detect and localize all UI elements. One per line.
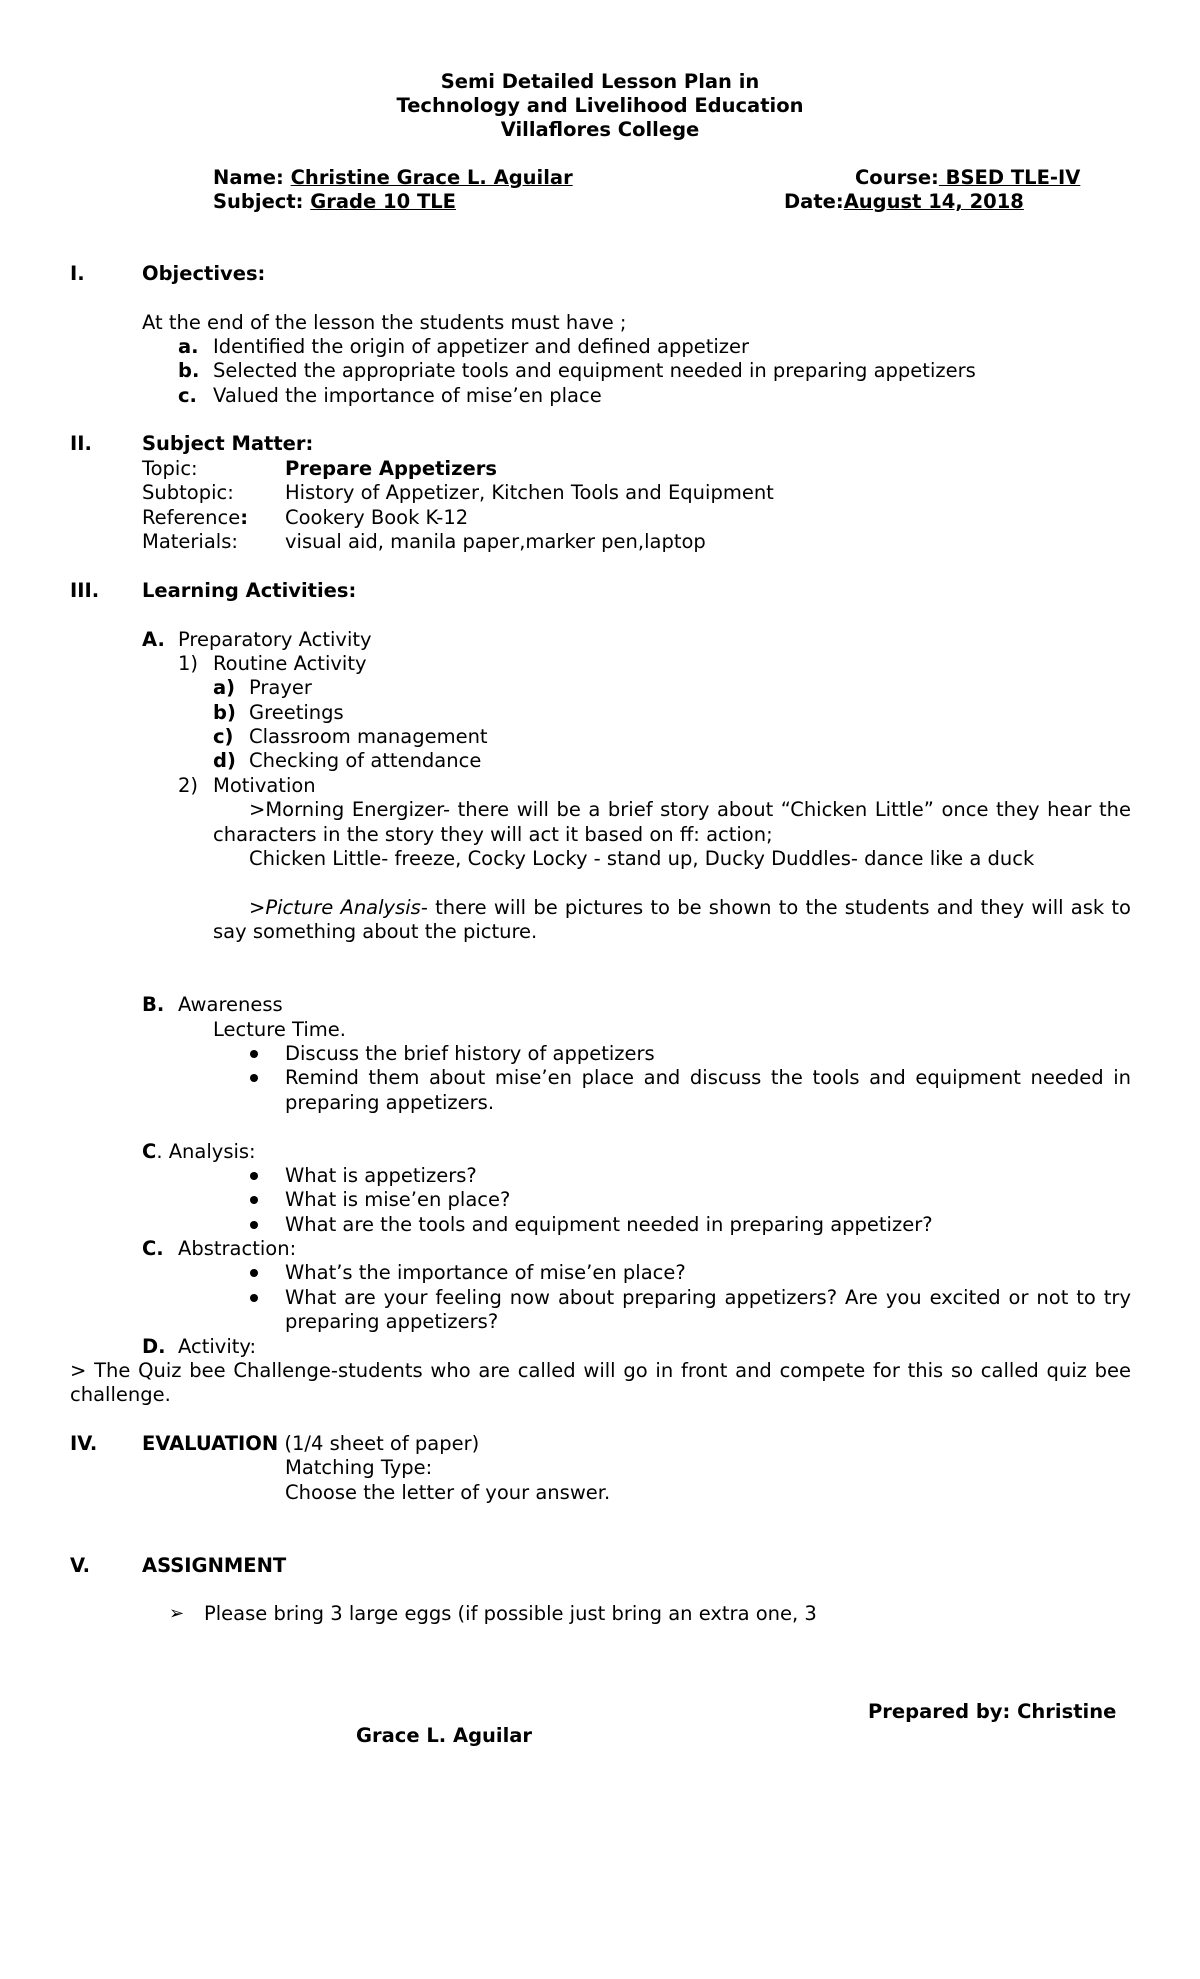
name-label: Name: bbox=[213, 166, 291, 189]
activity-line-2: challenge. bbox=[70, 1383, 171, 1406]
section-c-label: . Analysis: bbox=[156, 1140, 256, 1163]
arrow-bullet-icon: ➢ bbox=[169, 1603, 185, 1624]
analysis-bullet-3: What are the tools and equipment needed in preparing appetizer? bbox=[285, 1213, 933, 1236]
date-value: August 14, 2018 bbox=[843, 190, 1024, 213]
objectives-numeral: I. bbox=[70, 262, 85, 285]
bullet-dot bbox=[250, 1269, 258, 1277]
section-c2-label: Abstraction: bbox=[178, 1237, 297, 1260]
routine-marker-c: c) bbox=[213, 725, 234, 748]
course-value: BSED TLE-IV bbox=[938, 166, 1081, 189]
objectives-heading: Objectives: bbox=[142, 262, 266, 285]
routine-item-greetings: Greetings bbox=[249, 701, 344, 724]
abstraction-bullet-2: What are your feeling now about preparing appetizers? Are you excited or not to try bbox=[285, 1286, 1131, 1309]
evaluation-line bbox=[142, 1432, 479, 1456]
title-line-1: Semi Detailed Lesson Plan in bbox=[440, 70, 760, 93]
section-b-label: Awareness bbox=[178, 993, 283, 1016]
evaluation-heading: EVALUATION bbox=[142, 1432, 279, 1455]
awareness-bullet-2: Remind them about mise’en place and discuss the tools and equipment needed in bbox=[285, 1066, 1131, 1089]
picture-analysis-line-2: say something about the picture. bbox=[213, 920, 538, 943]
motivation-marker: 2) bbox=[178, 774, 199, 797]
picture-analysis-term: Picture Analysis bbox=[265, 896, 421, 919]
learning-activities-numeral: III. bbox=[70, 579, 100, 602]
subject-line bbox=[213, 190, 456, 214]
learning-activities-heading: Learning Activities: bbox=[142, 579, 357, 602]
awareness-bullet-2-cont: preparing appetizers. bbox=[285, 1091, 495, 1114]
motivation-label: Motivation bbox=[213, 774, 316, 797]
section-a-label: Preparatory Activity bbox=[178, 628, 372, 651]
picture-analysis-line-1 bbox=[249, 896, 1131, 920]
evaluation-instruction: Choose the letter of your answer. bbox=[285, 1481, 611, 1504]
section-c-marker: C bbox=[142, 1140, 157, 1163]
reference-value: Cookery Book K-12 bbox=[285, 506, 469, 529]
objective-item-b: Selected the appropriate tools and equipment needed in preparing appetizers bbox=[213, 359, 976, 382]
name-line bbox=[213, 166, 573, 190]
evaluation-numeral: IV. bbox=[70, 1432, 98, 1455]
awareness-bullet-1: Discuss the brief history of appetizers bbox=[285, 1042, 655, 1065]
objective-item-c: Valued the importance of mise’en place bbox=[213, 384, 602, 407]
routine-marker-d: d) bbox=[213, 749, 236, 772]
topic-label: Topic: bbox=[142, 457, 198, 480]
bullet-dot bbox=[250, 1221, 258, 1229]
reference-label-text: Reference bbox=[142, 506, 241, 529]
objective-marker-c: c. bbox=[178, 384, 197, 407]
section-a-marker: A. bbox=[142, 628, 165, 651]
section-d-label: Activity: bbox=[178, 1335, 257, 1358]
picture-analysis-prefix: > bbox=[249, 896, 266, 919]
subject-label: Subject: bbox=[213, 190, 311, 213]
routine-label: Routine Activity bbox=[213, 652, 367, 675]
bullet-dot bbox=[250, 1050, 258, 1058]
prepared-by-name-cont: Grace L. Aguilar bbox=[356, 1724, 533, 1747]
energizer-line-3: Chicken Little- freeze, Cocky Locky - stand up, Ducky Duddles- dance like a duck bbox=[249, 847, 1035, 870]
routine-marker-a: a) bbox=[213, 676, 236, 699]
objectives-intro: At the end of the lesson the students must have ; bbox=[142, 311, 627, 334]
routine-item-classroom: Classroom management bbox=[249, 725, 488, 748]
bullet-dot bbox=[250, 1196, 258, 1204]
assignment-heading: ASSIGNMENT bbox=[142, 1554, 287, 1577]
evaluation-matching-type: Matching Type: bbox=[285, 1456, 433, 1479]
date-line bbox=[784, 190, 1024, 214]
objective-item-a: Identified the origin of appetizer and defined appetizer bbox=[213, 335, 750, 358]
analysis-bullet-1: What is appetizers? bbox=[285, 1164, 477, 1187]
abstraction-bullet-1: What’s the importance of mise’en place? bbox=[285, 1261, 686, 1284]
assignment-numeral: V. bbox=[70, 1554, 90, 1577]
bullet-dot bbox=[250, 1294, 258, 1302]
materials-label: Materials: bbox=[142, 530, 238, 553]
materials-value: visual aid, manila paper,marker pen,laptop bbox=[285, 530, 706, 553]
subject-value: Grade 10 TLE bbox=[310, 190, 456, 213]
bullet-dot bbox=[250, 1074, 258, 1082]
assignment-item: Please bring 3 large eggs (if possible just bring an extra one, 3 bbox=[204, 1602, 817, 1625]
course-line bbox=[855, 166, 1080, 190]
reference-label bbox=[142, 506, 248, 530]
routine-marker-b: b) bbox=[213, 701, 236, 724]
objective-marker-a: a. bbox=[178, 335, 199, 358]
routine-item-attendance: Checking of attendance bbox=[249, 749, 482, 772]
reference-label-colon: : bbox=[240, 506, 249, 529]
evaluation-note: (1/4 sheet of paper) bbox=[278, 1432, 480, 1455]
section-d-marker: D. bbox=[142, 1335, 166, 1358]
section-b-marker: B. bbox=[142, 993, 165, 1016]
title-line-2: Technology and Livelihood Education bbox=[396, 94, 804, 117]
energizer-line-1: >Morning Energizer- there will be a brief story about “Chicken Little” once they hear the bbox=[249, 798, 1131, 821]
subtopic-value: History of Appetizer, Kitchen Tools and Equipment bbox=[285, 481, 774, 504]
picture-analysis-rest: - there will be pictures to be shown to the students and they will ask to bbox=[420, 896, 1131, 919]
activity-line-1: > The Quiz bee Challenge-students who are called will go in front and compete for this so called quiz bee bbox=[70, 1359, 1131, 1382]
date-label: Date: bbox=[784, 190, 844, 213]
lecture-time: Lecture Time. bbox=[213, 1018, 346, 1041]
section-c2-marker: C. bbox=[142, 1237, 164, 1260]
prepared-by: Prepared by: Christine bbox=[868, 1700, 1117, 1723]
name-value: Christine Grace L. Aguilar bbox=[290, 166, 573, 189]
routine-marker: 1) bbox=[178, 652, 199, 675]
subject-matter-numeral: II. bbox=[70, 432, 92, 455]
routine-item-prayer: Prayer bbox=[249, 676, 312, 699]
bullet-dot bbox=[250, 1172, 258, 1180]
title-line-3: Villaflores College bbox=[500, 118, 700, 141]
subject-matter-heading: Subject Matter: bbox=[142, 432, 314, 455]
topic-value: Prepare Appetizers bbox=[285, 457, 497, 480]
course-label: Course: bbox=[855, 166, 939, 189]
section-c-analysis bbox=[142, 1140, 256, 1164]
energizer-line-2: characters in the story they will act it based on ff: action; bbox=[213, 823, 773, 846]
analysis-bullet-2: What is mise’en place? bbox=[285, 1188, 511, 1211]
objective-marker-b: b. bbox=[178, 359, 200, 382]
subtopic-label: Subtopic: bbox=[142, 481, 234, 504]
abstraction-bullet-2-cont: preparing appetizers? bbox=[285, 1310, 499, 1333]
